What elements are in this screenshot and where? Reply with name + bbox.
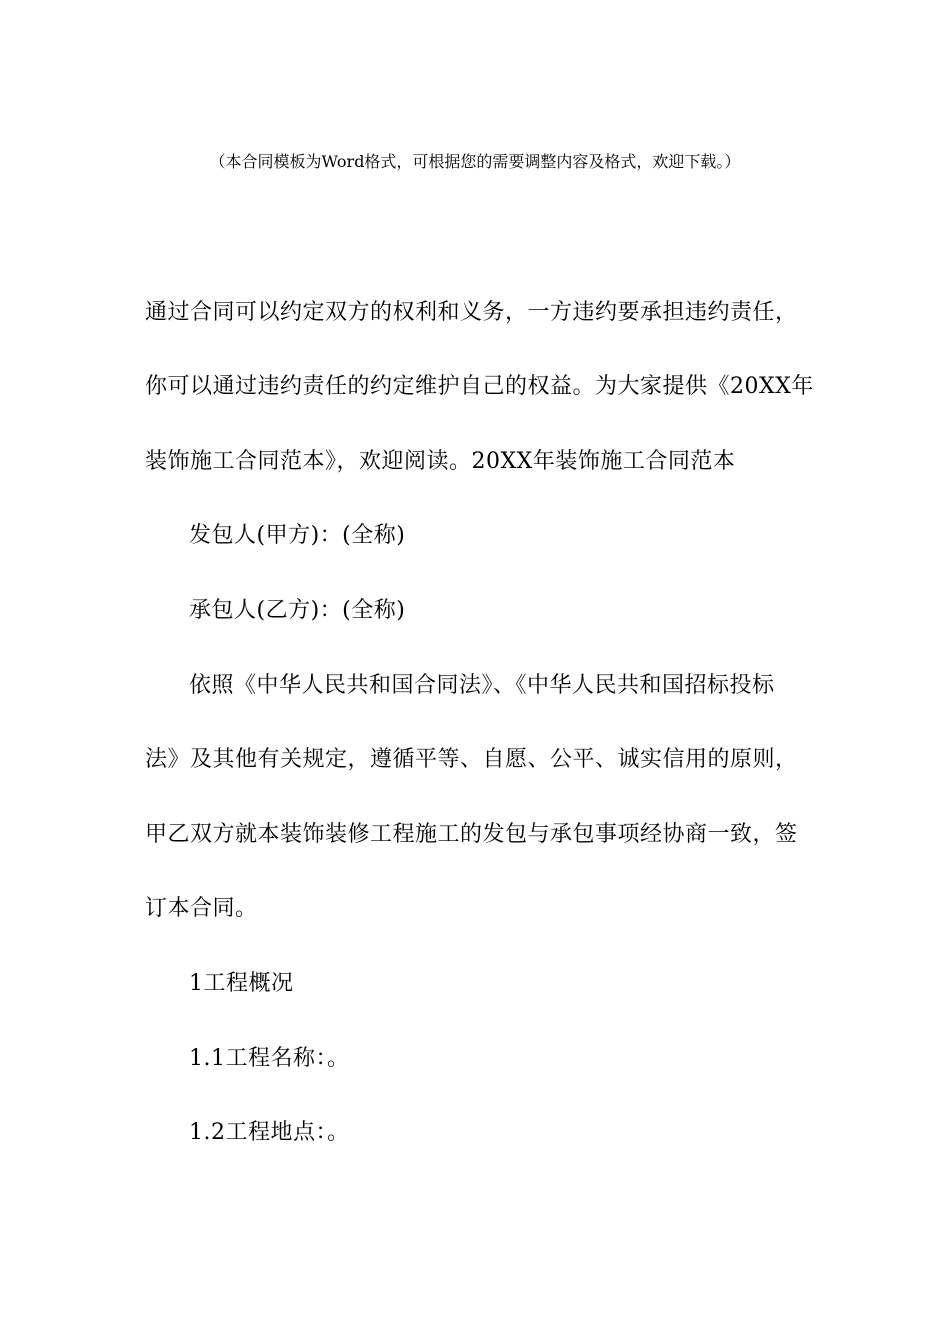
intro-line-1: 通过合同可以约定双方的权利和义务，一方违约要承担违约责任， xyxy=(145,300,798,325)
intro-line-3: 装饰施工合同范本》，欢迎阅读。20XX年装饰施工合同范本 xyxy=(145,449,736,474)
template-note: （本合同模板为Word格式，可根据您的需要调整内容及格式，欢迎下载。） xyxy=(209,152,741,171)
item-1-2: 1.2工程地点：。 xyxy=(189,1120,350,1145)
intro-line-2: 你可以通过违约责任的约定维护自己的权益。为大家提供《20XX年 xyxy=(145,374,814,399)
basis-line-4: 订本合同。 xyxy=(145,896,258,921)
party-b-line: 承包人(乙方)：(全称) xyxy=(189,598,406,623)
basis-line-2: 法》及其他有关规定，遵循平等、自愿、公平、诚实信用的原则， xyxy=(145,747,798,772)
item-1-1: 1.1工程名称：。 xyxy=(189,1046,350,1071)
section-1-title: 1工程概况 xyxy=(189,971,294,996)
party-a-line: 发包人(甲方)：(全称) xyxy=(189,523,406,548)
basis-line-3: 甲乙双方就本装饰装修工程施工的发包与承包事项经协商一致，签 xyxy=(145,822,798,847)
basis-line-1: 依照《中华人民共和国合同法》、《中华人民共和国招标投标 xyxy=(189,673,775,698)
